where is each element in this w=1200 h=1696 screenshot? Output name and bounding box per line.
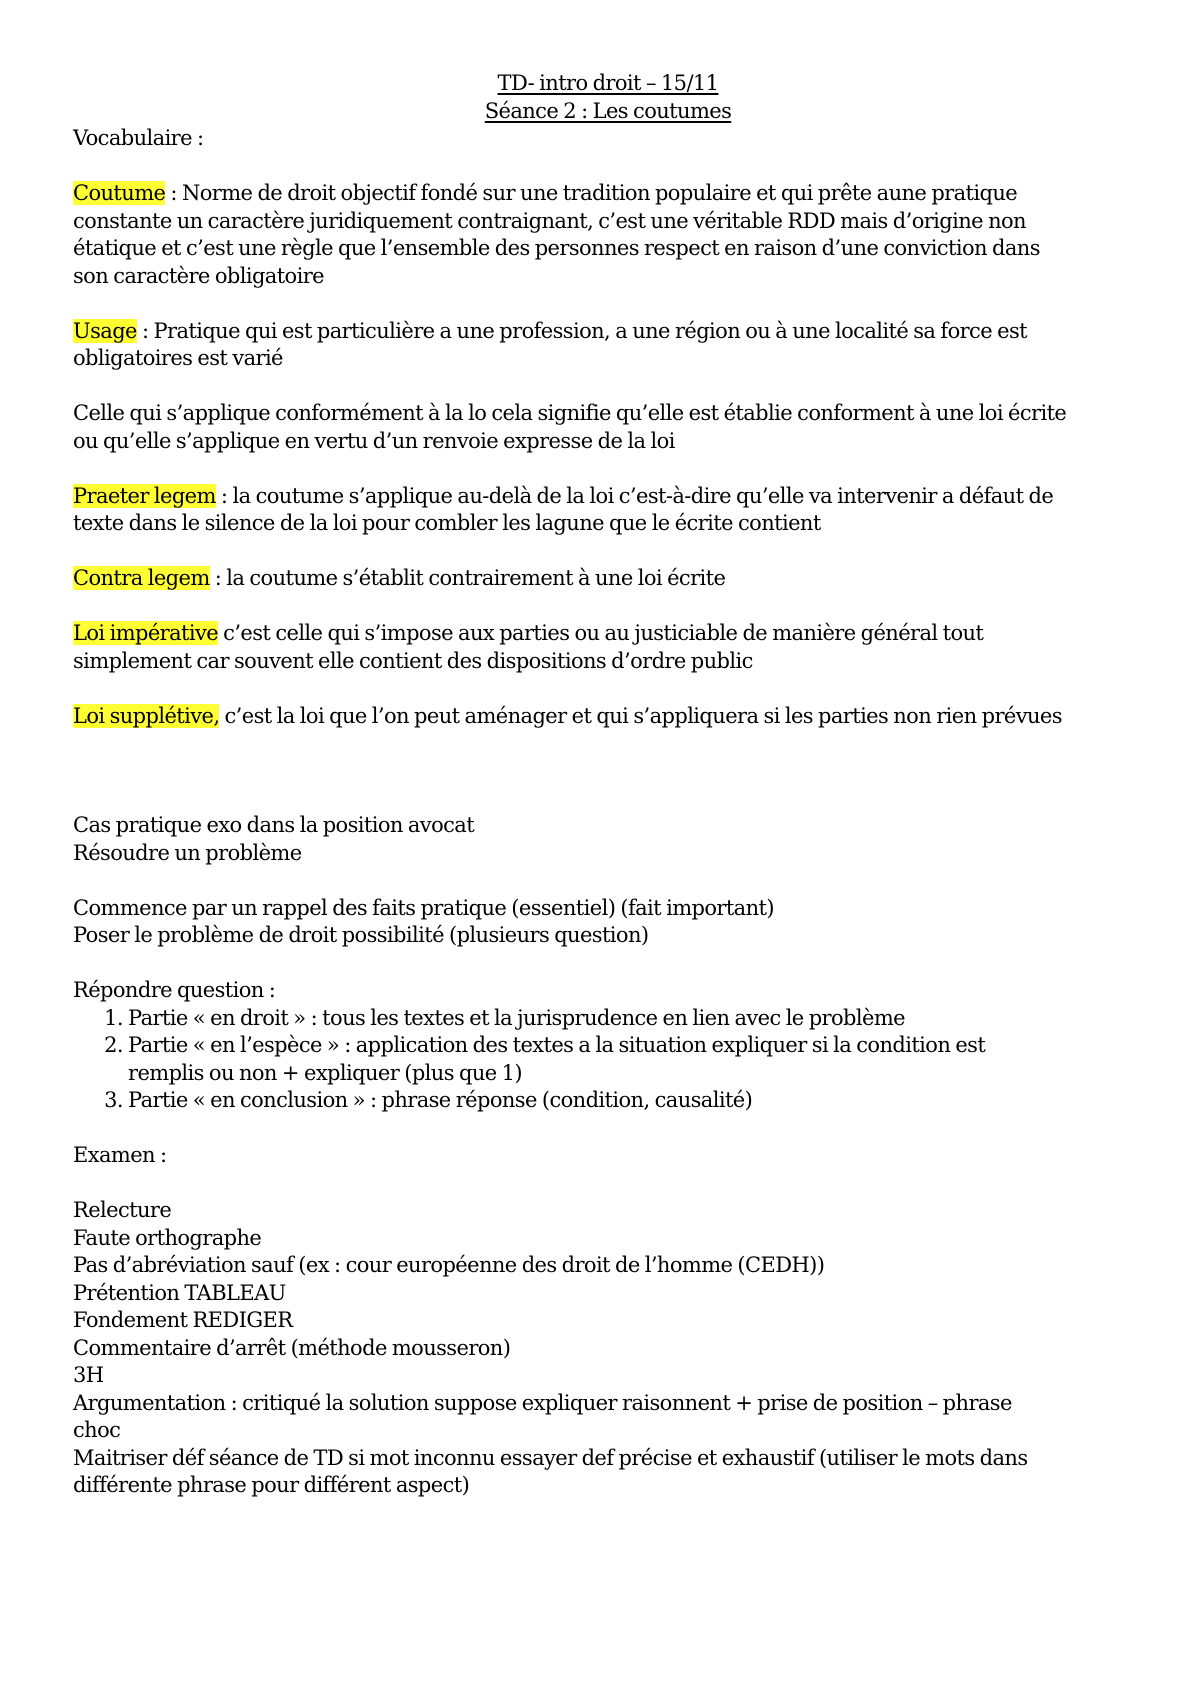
definition-loi-suppletive: [73, 703, 1143, 731]
examen-item: Maitriser déf séance de TD si mot inconnu essayer def précise et exhaustif (utiliser le mots dans: [73, 1445, 1028, 1470]
examen-item: Pas d’abréviation sauf (ex : cour européenne des droit de l’homme (CEDH)): [73, 1253, 825, 1277]
examen-item: Commentaire d’arrêt (méthode mousseron): [73, 1335, 511, 1360]
cas-pratique-line: Cas pratique exo dans la position avocat: [73, 813, 475, 837]
definition-text: constante un caractère juridiquement contraignant, c’est une véritable RDD mais d’origine non: [73, 208, 1026, 233]
definition-text: étatique et c’est une règle que l’ensemble des personnes respect en raison d’une conviction dans: [73, 236, 1040, 260]
answer-heading: Répondre question :: [73, 978, 276, 1002]
term-highlight: Coutume: [73, 181, 166, 205]
examen-item: 3H: [73, 1363, 104, 1387]
definition-text: son caractère obligatoire: [73, 263, 324, 288]
definition-contra-legem: [73, 565, 1143, 593]
definition-text: simplement car souvent elle contient des dispositions d’ordre public: [73, 648, 753, 673]
document-title-line2: Séance 2 : Les coutumes: [484, 98, 732, 123]
term-highlight: Usage: [73, 318, 137, 343]
examen-item: Argumentation : critiqué la solution suppose expliquer raisonnent + prise de position – phrase: [73, 1390, 1012, 1415]
term-highlight: Praeter legem: [73, 483, 216, 508]
list-item: 2. Partie « en l’espèce » : application des textes a la situation expliquer si la condition est remplis ou non + expliquer (plus que 1): [128, 1032, 1143, 1087]
definition-text: : la coutume s’applique au-delà de la loi c’est-à-dire qu’elle va intervenir a défaut de: [215, 483, 1054, 508]
examen-item: Relecture: [73, 1198, 172, 1222]
definition-text: texte dans le silence de la loi pour combler les lagune que le écrite contient: [73, 511, 821, 535]
definition-text: : Norme de droit objectif fondé sur une tradition populaire et qui prête aune pratique: [165, 181, 1018, 205]
examen-item: différente phrase pour différent aspect): [73, 1473, 470, 1497]
definition-text: ou qu’elle s’applique en vertu d’un renvoie expresse de la loi: [73, 428, 675, 453]
definition-praeter-legem: [73, 483, 1143, 538]
document-page: [73, 70, 1143, 1500]
cas-pratique-line: Commence par un rappel des faits pratique (essentiel) (fait important): [73, 895, 774, 920]
definition-text: c’est la loi que l’on peut aménager et qui s’appliquera si les parties non rien prévues: [219, 703, 1062, 728]
examen-item: Fondement REDIGER: [73, 1308, 293, 1332]
definition-secundum: [73, 400, 1143, 455]
examen-heading: Examen :: [73, 1143, 167, 1167]
term-highlight: Loi supplétive,: [73, 703, 220, 728]
definition-text: Celle qui s’applique conformément à la lo cela signifie qu’elle est établie conforment à une loi écrite: [73, 401, 1067, 425]
examen-item: Prétention TABLEAU: [73, 1280, 286, 1305]
term-highlight: Contra legem: [73, 566, 210, 590]
examen-section: [73, 1142, 1143, 1500]
examen-item: choc: [73, 1418, 121, 1442]
list-item: 3. Partie « en conclusion » : phrase réponse (condition, causalité): [128, 1087, 1143, 1115]
cas-pratique-line: Poser le problème de droit possibilité (plusieurs question): [73, 923, 649, 947]
list-item: 1. Partie « en droit » : tous les textes et la jurisprudence en lien avec le problème: [128, 1005, 1143, 1033]
definition-text: : la coutume s’établit contrairement à une loi écrite: [209, 566, 726, 590]
definition-loi-imperative: [73, 620, 1143, 675]
definition-text: obligatoires est varié: [73, 346, 283, 370]
cas-pratique-line: Résoudre un problème: [73, 840, 302, 865]
vocab-heading: Vocabulaire :: [73, 126, 204, 150]
examen-item: Faute orthographe: [73, 1225, 262, 1250]
term-highlight: Loi impérative: [73, 621, 219, 645]
definition-coutume: [73, 180, 1143, 290]
cas-pratique-section: [73, 812, 1143, 1115]
document-title-line1: TD- intro droit – 15/11: [497, 71, 719, 95]
definition-text: : Pratique qui est particulière a une profession, a une région ou à une localité sa force est: [136, 318, 1027, 343]
definition-usage: [73, 318, 1143, 373]
answer-steps-list: [73, 1005, 1143, 1115]
definition-text: c’est celle qui s’impose aux parties ou au justiciable de manière général tout: [218, 621, 984, 645]
